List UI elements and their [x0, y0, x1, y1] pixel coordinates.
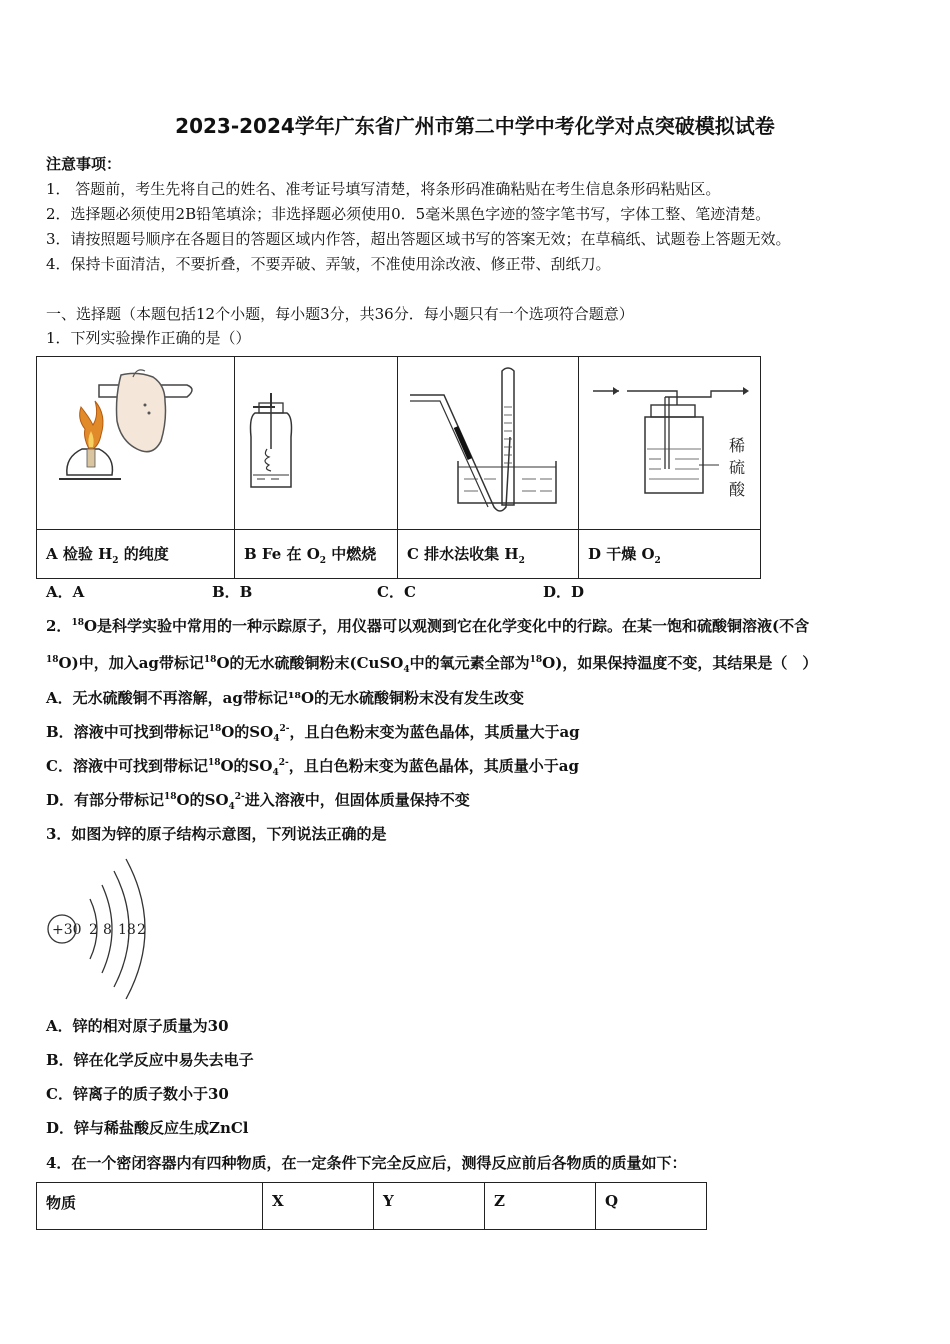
acid-label-2: 硫 — [729, 458, 746, 477]
q4-header-substance: 物质 — [37, 1183, 263, 1230]
q4-header-q: Q — [596, 1183, 707, 1230]
shell-1-electrons: 2 — [89, 922, 98, 938]
q1-option-a[interactable]: A．A — [46, 583, 85, 601]
q1-figure-a — [37, 357, 235, 530]
q1-figure-c — [398, 357, 579, 530]
q1-stem: 1．下列实验操作正确的是（） — [46, 329, 251, 347]
iron-burning-bottle-icon — [235, 357, 398, 529]
notice-item-4: 4．保持卡面清洁，不要折叠，不要弄破、弄皱，不准使用涂改液、修正带、刮纸刀。 — [46, 255, 611, 273]
q1-option-d[interactable]: D．D — [543, 583, 585, 601]
q4-header-x: X — [263, 1183, 374, 1230]
q1-caption-d: D 干燥 $O_2$ — [579, 530, 761, 579]
acid-label-1: 稀 — [729, 436, 746, 455]
notice-heading: 注意事项： — [46, 155, 122, 173]
page-title: 2023-2024学年广东省广州市第二中学中考化学对点突破模拟试卷 — [175, 114, 775, 138]
section-heading: 一、选择题（本题包括12个小题，每小题3分，共36分．每小题只有一个选项符合题意） — [46, 305, 634, 323]
q1-caption-b: B Fe 在 $O_2$ 中燃烧 — [235, 530, 398, 579]
q4-header-z: Z — [485, 1183, 596, 1230]
shell-2-electrons: 8 — [103, 922, 112, 938]
q1-option-c[interactable]: C．C — [377, 583, 416, 601]
q2-option-c[interactable]: C．溶液中可找到带标记$^{18}$O的$SO_4^{2-}$，且白色粉末变为蓝色晶体，其质量小于ag — [46, 757, 579, 778]
q4-header-y: Y — [374, 1183, 485, 1230]
nucleus-label: +30 — [52, 922, 82, 938]
zinc-atom-structure-diagram — [40, 855, 170, 1003]
q3-option-b[interactable]: B．锌在化学反应中易失去电子 — [46, 1051, 254, 1069]
q3-option-c[interactable]: C．锌离子的质子数小于30 — [46, 1085, 229, 1103]
q2-stem-line1: 2．$^{18}$O是科学实验中常用的一种示踪原子，用仪器可以观测到它在化学变化中的行踪。在某一饱和硫酸铜溶液(不含 — [46, 617, 810, 635]
q2-option-d[interactable]: D．有部分带标记$^{18}$O的$SO_4^{2-}$进入溶液中，但固体质量保持不变 — [46, 791, 470, 812]
notice-item-3: 3．请按照题号顺序在各题目的答题区域内作答，超出答题区域书写的答案无效；在草稿纸、试题卷上答题无效。 — [46, 230, 791, 248]
q1-caption-c: C 排水法收集 $H_2$ — [398, 530, 579, 579]
q1-option-b[interactable]: B．B — [212, 583, 253, 601]
shell-3-electrons: 18 — [118, 922, 136, 938]
alcohol-lamp-test-tube-icon — [37, 357, 235, 529]
q3-option-a[interactable]: A．锌的相对原子质量为30 — [46, 1017, 229, 1035]
q1-caption-a: A 检验 $H_2$ 的纯度 — [37, 530, 235, 579]
q1-figure-table — [36, 356, 761, 579]
q4-mass-table — [36, 1182, 707, 1230]
shell-4-electrons: 2 — [137, 922, 146, 938]
notice-item-1: 1． 答题前，考生先将自己的姓名、准考证号填写清楚，将条形码准确粘贴在考生信息条形码粘贴区。 — [46, 180, 721, 198]
q1-figure-d — [579, 357, 761, 530]
notice-item-2: 2．选择题必须使用2B铅笔填涂；非选择题必须使用0．5毫米黑色字迹的签字笔书写，字体工整、笔迹清楚。 — [46, 205, 771, 223]
q3-stem: 3．如图为锌的原子结构示意图，下列说法正确的是 — [46, 825, 387, 843]
water-collection-apparatus-icon — [398, 357, 579, 529]
q2-stem-line2: $^{18}$O)中，加入ag带标记$^{18}$O的无水硫酸铜粉末(CuSO$_4$中的氧元素全部为$^{18}$O)，如果保持温度不变，其结果是（ ） — [46, 654, 818, 675]
q1-figure-b — [235, 357, 398, 530]
q2-option-a[interactable]: A．无水硫酸铜不再溶解，ag带标记¹⁸O的无水硫酸铜粉末没有发生改变 — [46, 689, 525, 707]
q2-option-b[interactable]: B．溶液中可找到带标记$^{18}$O的$SO_4^{2-}$，且白色粉末变为蓝色晶体，其质量大于ag — [46, 723, 580, 744]
acid-label-3: 酸 — [729, 480, 746, 499]
q3-option-d[interactable]: D．锌与稀盐酸反应生成ZnCl — [46, 1119, 249, 1137]
q4-stem: 4．在一个密闭容器内有四种物质，在一定条件下完全反应后，测得反应前后各物质的质量如下： — [46, 1154, 687, 1172]
gas-drying-bottle-icon — [579, 357, 761, 529]
